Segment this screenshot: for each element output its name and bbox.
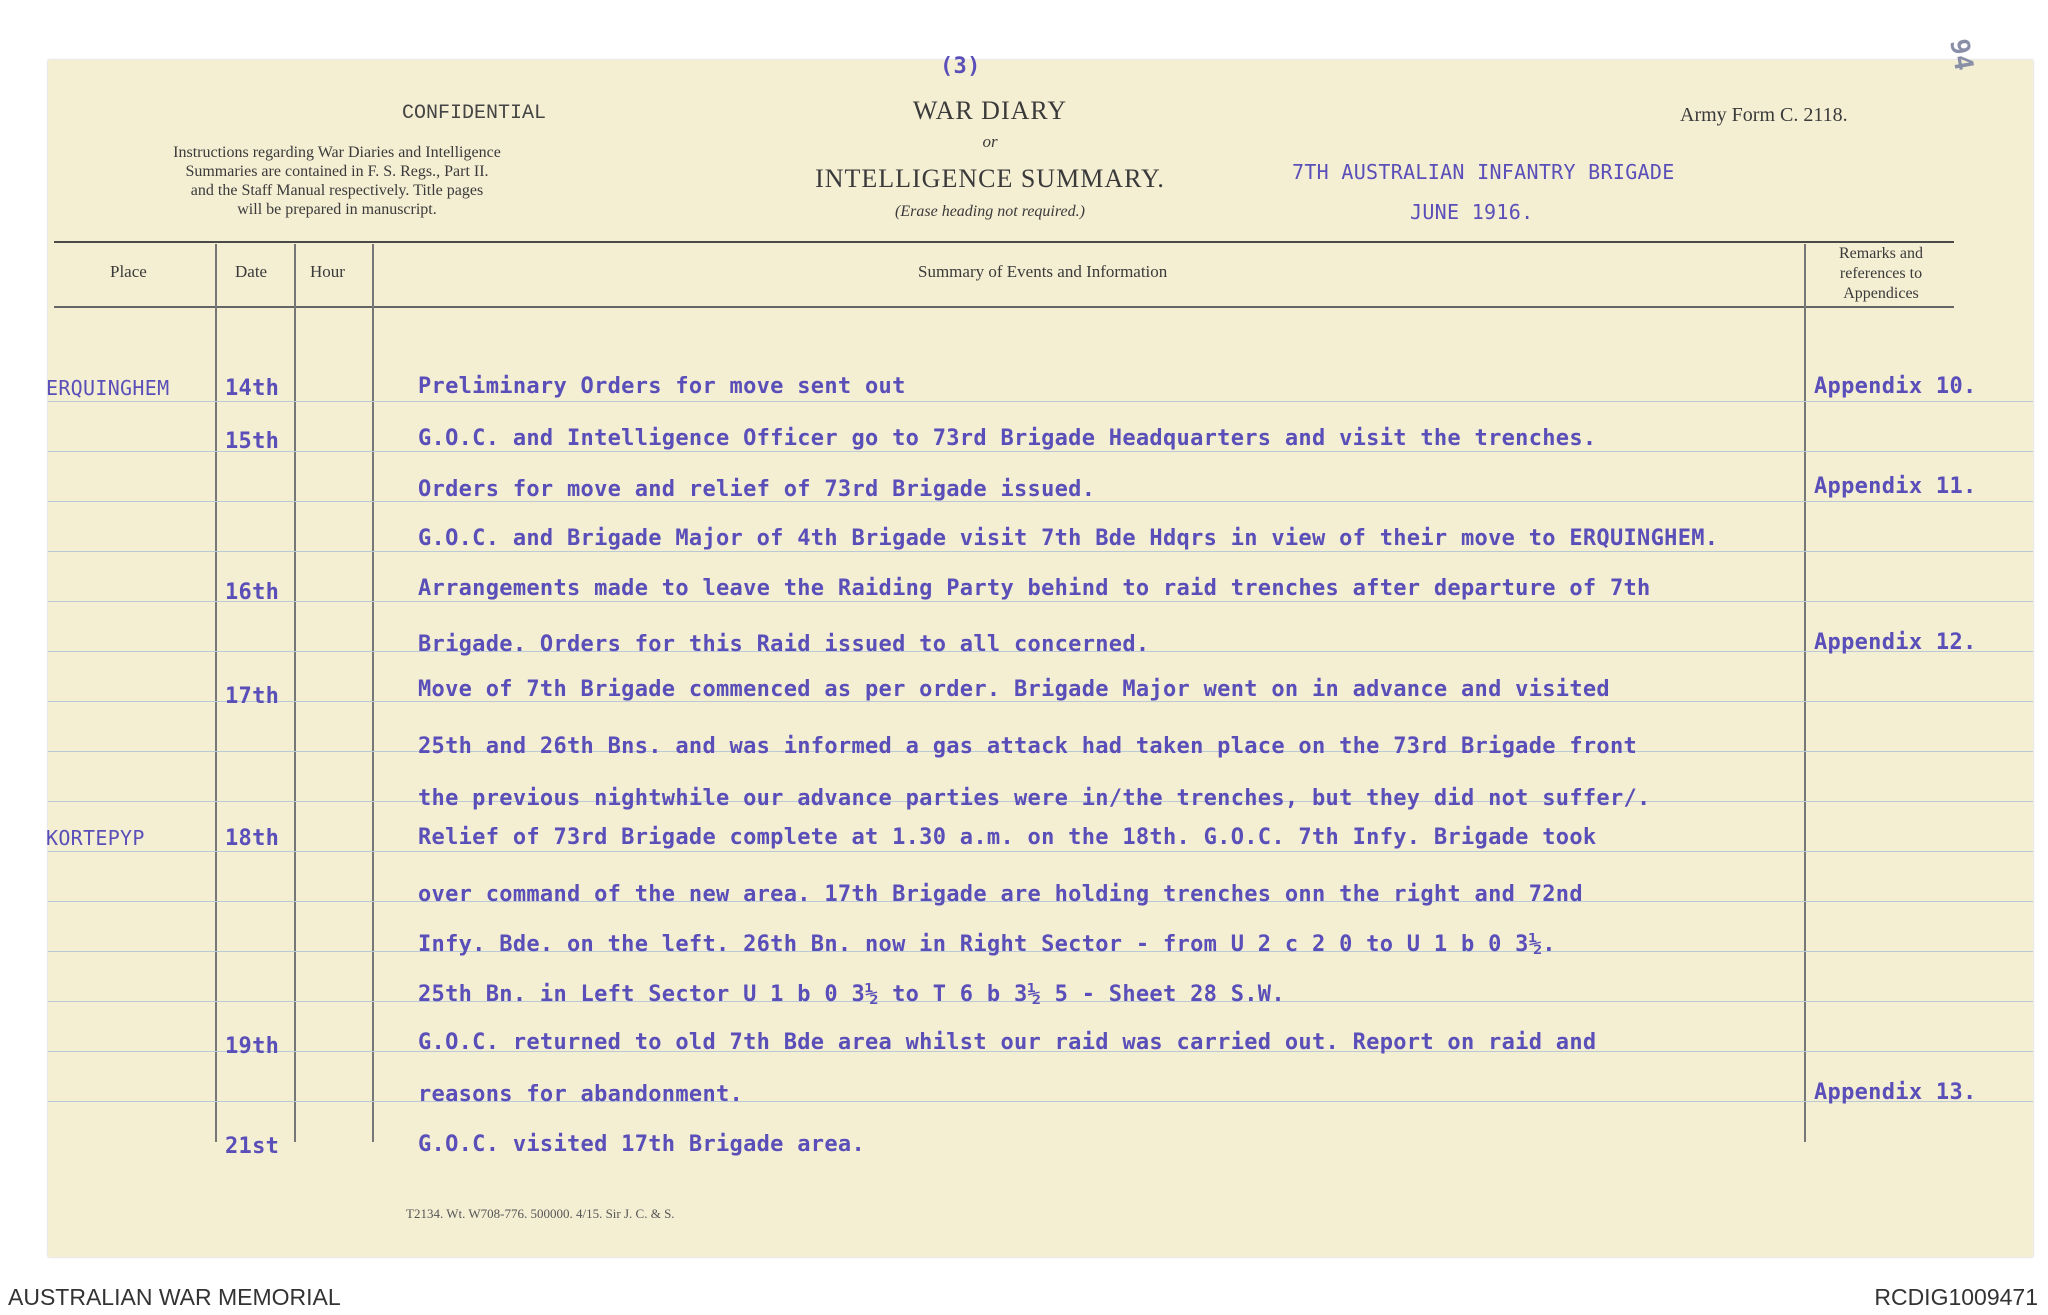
entry-text: G.O.C. visited 17th Brigade area. bbox=[418, 1132, 865, 1157]
column-divider bbox=[372, 244, 374, 1142]
entry-text: Move of 7th Brigade commenced as per order. Brigade Major went on in advance and visited bbox=[418, 677, 1610, 702]
army-form: Army Form C. 2118. bbox=[1680, 104, 1848, 126]
entry-date: 17th bbox=[225, 684, 280, 709]
entry-text: Orders for move and relief of 73rd Brigade issued. bbox=[418, 477, 1096, 502]
title-war-diary: WAR DIARY bbox=[912, 96, 1068, 125]
column-header-place: Place bbox=[110, 262, 147, 281]
entry-text: G.O.C. and Intelligence Officer go to 73rd Brigade Headquarters and visit the trenches. bbox=[418, 426, 1597, 451]
column-header-date: Date bbox=[235, 262, 268, 281]
remarks-line: references to bbox=[1839, 265, 1923, 282]
ruled-line bbox=[48, 551, 2033, 552]
entry-text: Infy. Bde. on the left. 26th Bn. now in Right Sector - from U 2 c 2 0 to U 1 b 0 3½. bbox=[418, 932, 1556, 957]
column-divider bbox=[294, 244, 296, 1142]
instructions-line: Summaries are contained in F. S. Regs., Part II. bbox=[185, 163, 489, 180]
column-divider bbox=[1804, 244, 1806, 1142]
remarks-line: Appendices bbox=[1843, 285, 1919, 302]
instructions-line: Instructions regarding War Diaries and Intelligence bbox=[173, 144, 501, 161]
diary-sheet bbox=[48, 60, 2033, 1257]
instructions-line: will be prepared in manuscript. bbox=[237, 201, 437, 218]
ruled-line bbox=[48, 401, 2033, 402]
entry-text: Brigade. Orders for this Raid issued to all concerned. bbox=[418, 632, 1150, 657]
confidential-label: CONFIDENTIAL bbox=[402, 102, 547, 125]
ruled-line bbox=[48, 1101, 2033, 1102]
entry-remark: Appendix 10. bbox=[1814, 374, 1977, 399]
entry-text: 25th and 26th Bns. and was informed a gas attack had taken place on the 73rd Brigade front bbox=[418, 734, 1638, 759]
entry-text: Relief of 73rd Brigade complete at 1.30 a.m. on the 18th. G.O.C. 7th Infy. Brigade took bbox=[418, 825, 1597, 850]
unit-name: 7TH AUSTRALIAN INFANTRY BRIGADE bbox=[1292, 160, 1675, 184]
entry-date: 16th bbox=[225, 580, 280, 605]
entry-text: Arrangements made to leave the Raiding Party behind to raid trenches after departure of 7th bbox=[418, 576, 1651, 601]
title-or: or bbox=[982, 132, 998, 151]
entry-text: the previous nightwhile our advance parties were in/the trenches, but they did not suffer/. bbox=[418, 786, 1651, 811]
entry-text: G.O.C. and Brigade Major of 4th Brigade visit 7th Bde Hdqrs in view of their move to ERQUINGHEM. bbox=[418, 526, 1719, 551]
entry-remark: Appendix 12. bbox=[1814, 630, 1977, 655]
archive-footer-left: AUSTRALIAN WAR MEMORIAL bbox=[8, 1284, 341, 1310]
entry-date: 14th bbox=[225, 376, 280, 401]
entry-date: 19th bbox=[225, 1034, 280, 1059]
instructions-block bbox=[98, 143, 576, 219]
entry-remark: Appendix 11. bbox=[1814, 474, 1977, 499]
title-note: (Erase heading not required.) bbox=[895, 203, 1085, 220]
period: JUNE 1916. bbox=[1410, 200, 1534, 224]
printer-line: T2134. Wt. W708-776. 500000. 4/15. Sir J. C. & S. bbox=[406, 1206, 675, 1221]
header-rule-bottom bbox=[54, 306, 1954, 308]
title-intelligence-summary: INTELLIGENCE SUMMARY. bbox=[815, 164, 1165, 193]
instructions-line: and the Staff Manual respectively. Title pages bbox=[190, 182, 484, 199]
entry-remark: Appendix 13. bbox=[1814, 1080, 1977, 1105]
entry-date: 18th bbox=[225, 826, 280, 851]
entry-text: G.O.C. returned to old 7th Bde area whilst our raid was carried out. Report on raid and bbox=[418, 1030, 1597, 1055]
entry-text: over command of the new area. 17th Brigade are holding trenches onn the right and 72nd bbox=[418, 882, 1583, 907]
column-divider bbox=[215, 244, 217, 1142]
header-rule-top bbox=[54, 241, 1954, 243]
page-number: (3) bbox=[940, 54, 981, 79]
column-header-hour: Hour bbox=[310, 262, 345, 281]
column-header-summary: Summary of Events and Information bbox=[918, 262, 1168, 281]
entry-text: 25th Bn. in Left Sector U 1 b 0 3½ to T 6 b 3½ 5 - Sheet 28 S.W. bbox=[418, 982, 1285, 1007]
entry-place: KORTEPYP bbox=[46, 826, 145, 850]
ruled-line bbox=[48, 451, 2033, 452]
corner-mark: 94 bbox=[1943, 36, 1979, 74]
archive-footer-right: RCDIG1009471 bbox=[1874, 1284, 2038, 1310]
entry-text: Preliminary Orders for move sent out bbox=[418, 374, 906, 399]
remarks-line: Remarks and bbox=[1839, 245, 1923, 262]
entry-date: 21st bbox=[225, 1134, 280, 1159]
entry-text: reasons for abandonment. bbox=[418, 1082, 744, 1107]
entry-place: ERQUINGHEM bbox=[46, 376, 170, 400]
ruled-line bbox=[48, 601, 2033, 602]
entry-date: 15th bbox=[225, 429, 280, 454]
column-header-remarks bbox=[1814, 244, 1948, 304]
ruled-line bbox=[48, 851, 2033, 852]
